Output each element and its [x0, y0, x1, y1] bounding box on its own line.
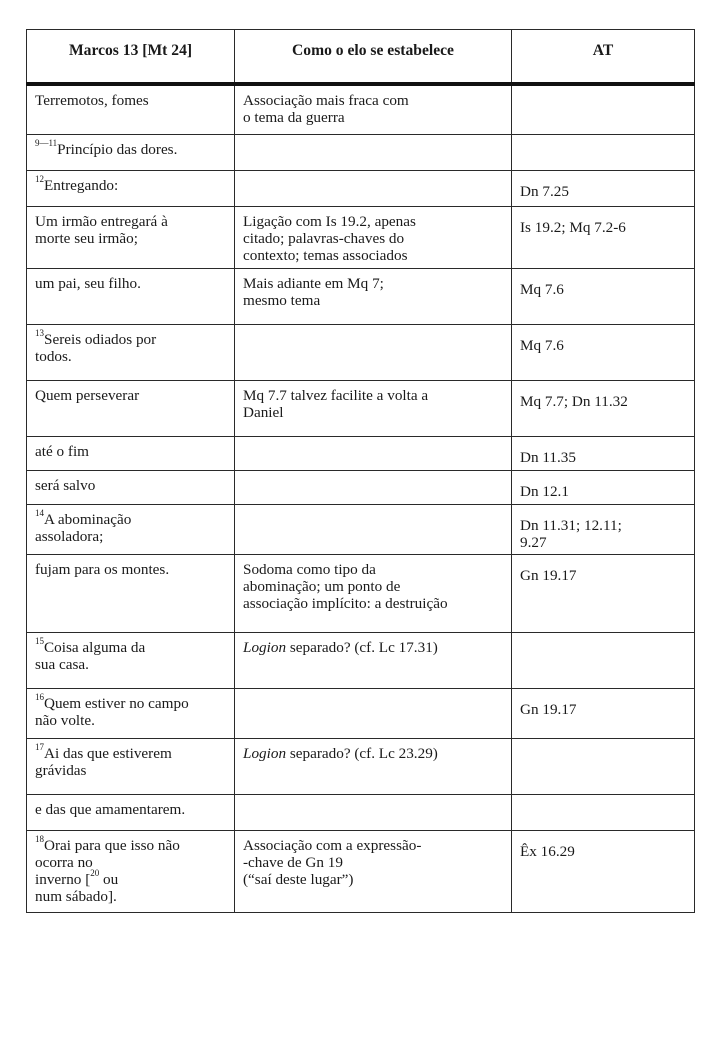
cell-marcos — [27, 470, 235, 504]
cell-marcos — [27, 794, 235, 830]
cell-elo — [235, 688, 512, 738]
cell-elo — [235, 84, 512, 134]
cell-at: Mq 7.7; Dn 11.32 — [512, 380, 695, 436]
cell-marcos — [27, 830, 235, 912]
cell-at: Dn 11.31; 12.11; 9.27 — [512, 504, 695, 554]
elo-text: Ligação com Is 19.2, apenas citado; palavras-chaves do contexto; temas associados — [243, 212, 416, 264]
cell-at — [512, 84, 695, 134]
verse-text: Princípio das dores. — [57, 140, 178, 158]
cell-at: Is 19.2; Mq 7.2-6 — [512, 206, 695, 268]
verse-text: Entregando: — [44, 176, 119, 194]
verse-number: 12 — [35, 174, 44, 185]
elo-text: Mq 7.7 talvez facilite a volta a Daniel — [243, 386, 429, 421]
table-row — [27, 268, 695, 324]
table-row — [27, 738, 695, 794]
table-row — [27, 632, 695, 688]
elo-text: Associação mais fraca com o tema da guerra — [243, 92, 409, 126]
verse-number: 15 — [35, 636, 44, 647]
elo-text: separado? (cf. Lc 17.31) — [286, 638, 438, 656]
verse-text: Quem perseverar — [35, 386, 140, 404]
verse-text: Sereis odiados por todos. — [35, 330, 157, 365]
cell-marcos — [27, 504, 235, 554]
cell-marcos — [27, 632, 235, 688]
cell-at: Mq 7.6 — [512, 324, 695, 380]
cell-marcos — [27, 268, 235, 324]
verse-text: Orai para que isso não ocorra no inverno [ — [35, 836, 180, 888]
table-row — [27, 436, 695, 470]
verse-text: Um irmão entregará à morte seu irmão; — [35, 212, 168, 247]
cell-marcos — [27, 554, 235, 632]
verse-text: ou num sábado]. — [35, 870, 119, 905]
elo-text: Sodoma como tipo da abominação; um ponto de associação implícito: a destruição — [243, 560, 448, 612]
cell-elo — [235, 504, 512, 554]
cell-marcos — [27, 436, 235, 470]
cell-elo — [235, 436, 512, 470]
verse-number: 16 — [35, 692, 44, 703]
verse-number: 18 — [35, 834, 44, 845]
cell-elo — [235, 794, 512, 830]
cell-elo — [235, 554, 512, 632]
cell-at: Dn 7.25 — [512, 170, 695, 206]
table-row — [27, 830, 695, 912]
verse-text: fujam para os montes. — [35, 560, 170, 578]
table-row — [27, 688, 695, 738]
cell-at: Êx 16.29 — [512, 830, 695, 912]
verse-text: um pai, seu filho. — [35, 274, 141, 292]
header-at: AT — [512, 30, 695, 85]
table-row — [27, 554, 695, 632]
verse-number: 13 — [35, 328, 44, 339]
cell-at — [512, 794, 695, 830]
cell-at: Mq 7.6 — [512, 268, 695, 324]
italic-term: Logion — [243, 744, 287, 762]
verse-number: 14 — [35, 508, 44, 519]
table-row — [27, 504, 695, 554]
cell-elo — [235, 324, 512, 380]
cell-marcos — [27, 324, 235, 380]
cell-elo — [235, 268, 512, 324]
cell-elo — [235, 206, 512, 268]
table-row — [27, 794, 695, 830]
cell-elo — [235, 470, 512, 504]
table-row — [27, 170, 695, 206]
verse-text: Quem estiver no campo não volte. — [35, 694, 189, 729]
verse-text: Coisa alguma da sua casa. — [35, 638, 146, 673]
cell-elo — [235, 830, 512, 912]
verse-number: 9—11 — [35, 138, 58, 149]
cell-marcos — [27, 134, 235, 170]
cell-at: Dn 11.35 — [512, 436, 695, 470]
cell-at — [512, 134, 695, 170]
table-body — [27, 84, 695, 912]
verse-text: Terremotos, fomes — [35, 92, 149, 109]
table-row — [27, 84, 695, 134]
cell-elo — [235, 738, 512, 794]
cell-elo — [235, 170, 512, 206]
cell-at: Dn 12.1 — [512, 470, 695, 504]
cell-marcos — [27, 206, 235, 268]
table-row — [27, 470, 695, 504]
cell-at — [512, 632, 695, 688]
cell-marcos — [27, 84, 235, 134]
cell-at: Gn 19.17 — [512, 688, 695, 738]
italic-term: Logion — [243, 638, 287, 656]
header-elo: Como o elo se estabelece — [235, 30, 512, 85]
verse-number: 17 — [35, 742, 44, 753]
table-header-row — [27, 30, 695, 85]
table-row — [27, 324, 695, 380]
cell-elo — [235, 134, 512, 170]
cell-marcos — [27, 738, 235, 794]
verse-text: e das que amamentarem. — [35, 800, 186, 818]
table-row — [27, 134, 695, 170]
cell-marcos — [27, 170, 235, 206]
elo-text: Mais adiante em Mq 7; mesmo tema — [243, 274, 384, 309]
cell-at — [512, 738, 695, 794]
verse-text: A abominação assoladora; — [35, 510, 132, 545]
table-row — [27, 380, 695, 436]
cell-marcos — [27, 688, 235, 738]
verse-text: até o fim — [35, 442, 89, 460]
table-row — [27, 206, 695, 268]
comparison-table — [26, 29, 695, 913]
verse-number: 20 — [90, 868, 100, 879]
cell-elo — [235, 380, 512, 436]
cell-at: Gn 19.17 — [512, 554, 695, 632]
elo-text: separado? (cf. Lc 23.29) — [286, 744, 438, 762]
verse-text: será salvo — [35, 476, 96, 494]
header-marcos: Marcos 13 [Mt 24] — [27, 30, 235, 85]
verse-text: Ai das que estiverem grávidas — [35, 744, 172, 779]
cell-elo — [235, 632, 512, 688]
cell-marcos — [27, 380, 235, 436]
elo-text: Associação com a expressão- -chave de Gn 19 (“saí deste lugar”) — [243, 836, 422, 888]
